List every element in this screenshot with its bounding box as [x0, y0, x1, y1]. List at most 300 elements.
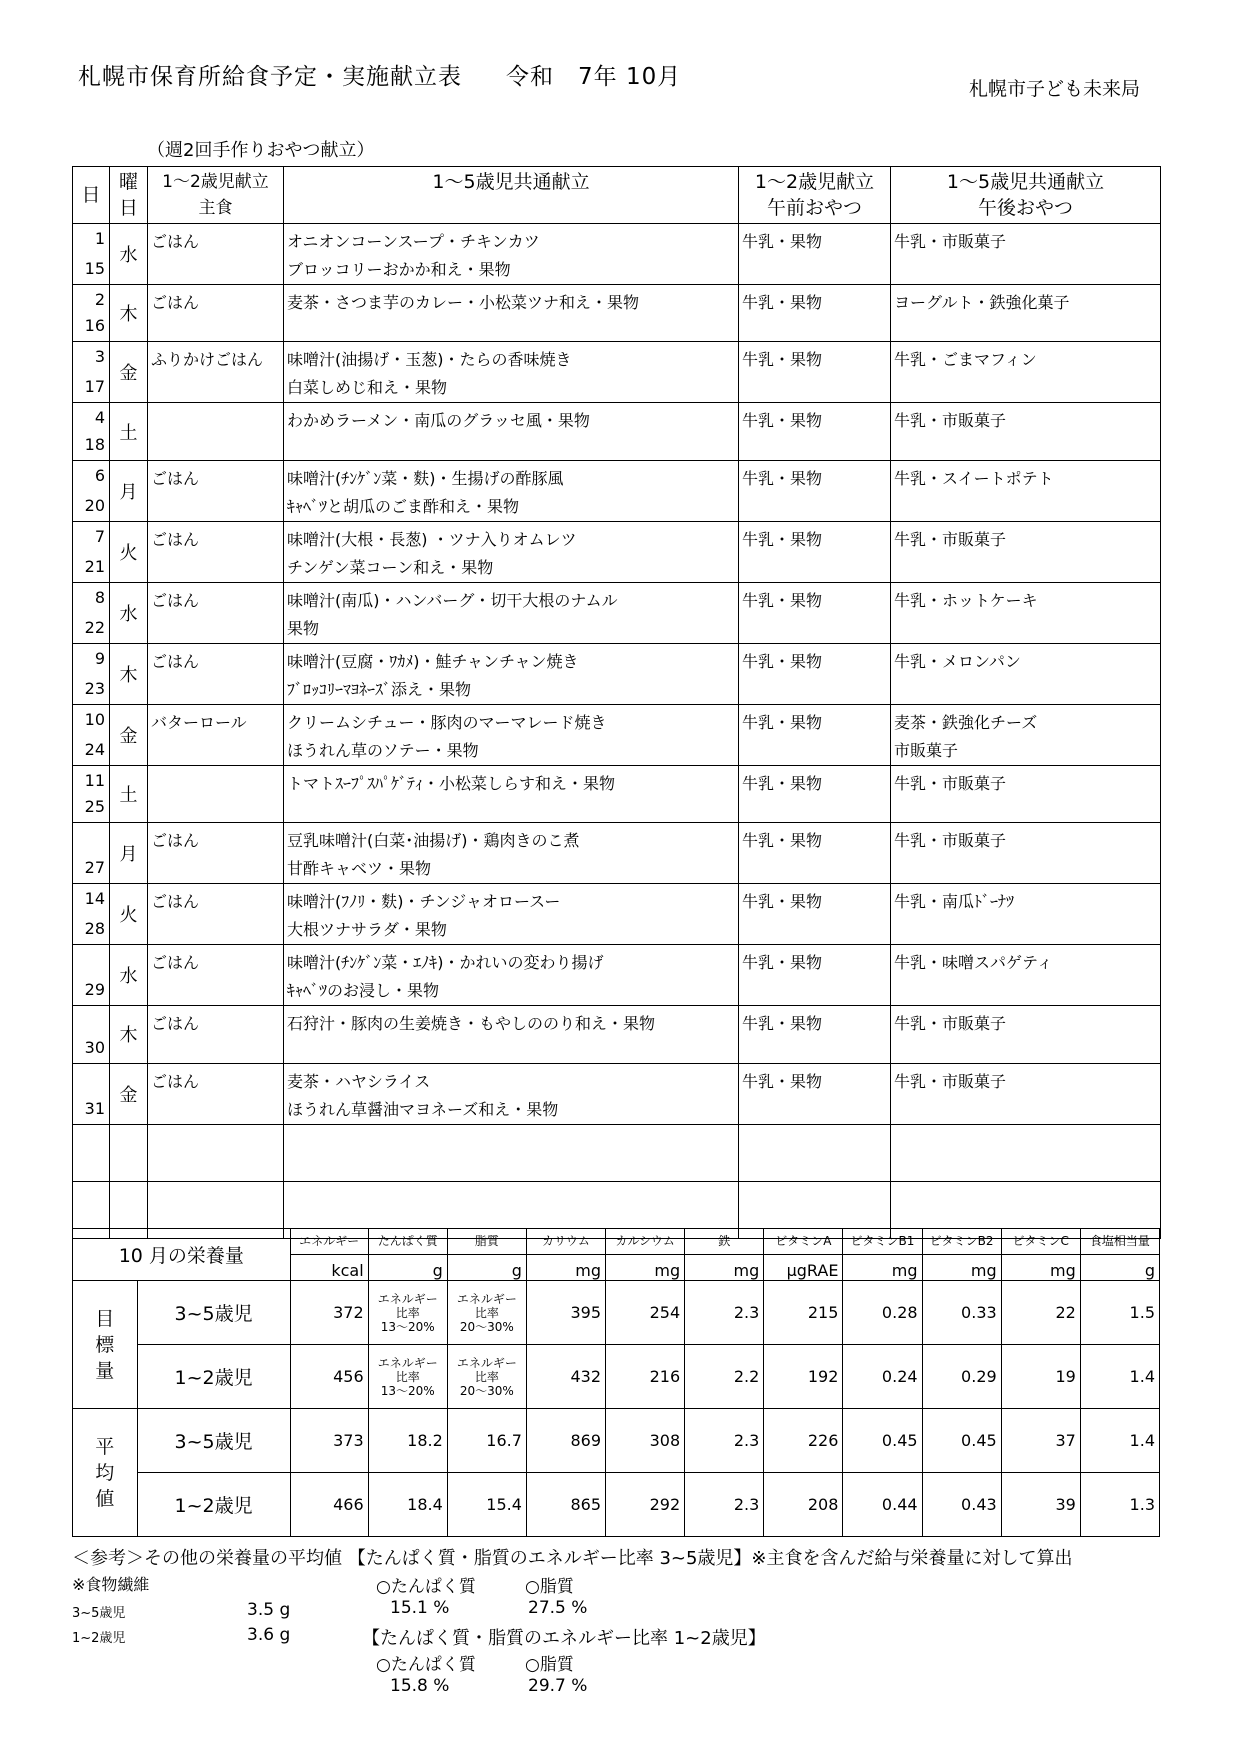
menu-weekday: 木: [110, 1006, 148, 1063]
group-char: 均: [95, 1461, 115, 1484]
menu-day-second: 29: [84, 980, 105, 1000]
nutrient-unit: mg: [922, 1255, 1001, 1281]
nutrition-table: [72, 1228, 1160, 1537]
nutrient-name: たんぱく質: [368, 1229, 447, 1255]
nutrient-unit: mg: [526, 1255, 605, 1281]
menu-pm-snack-line1: ヨーグルト・鉄強化菓子: [894, 293, 1070, 312]
salt-value: 1.4: [1080, 1345, 1159, 1409]
nutrient-name: ビタミンA: [764, 1229, 843, 1255]
menu-pm-snack: [891, 285, 1161, 342]
menu-common: [284, 285, 739, 342]
nutrient-unit: mg: [843, 1255, 922, 1281]
menu-pm-snack: [891, 765, 1161, 822]
menu-weekday: 水: [110, 945, 148, 1006]
age-group: 1~2歳児: [137, 1345, 290, 1409]
nutrient-unit: kcal: [290, 1255, 368, 1281]
salt-value: 1.3: [1080, 1473, 1159, 1537]
menu-day-second: 28: [84, 919, 105, 939]
menu-weekday: 金: [110, 704, 148, 765]
fat-label-3-5: ○脂質: [525, 1577, 574, 1597]
target-row: [73, 1345, 1160, 1409]
menu-day-second: 30: [84, 1037, 105, 1057]
ratio-line2: 比率: [474, 1305, 499, 1320]
menu-day-second: 23: [84, 678, 105, 698]
vitamin-a-value: 208: [764, 1473, 843, 1537]
menu-common-line1: 味噌汁(油揚げ・玉葱)・たらの香味焼き: [287, 350, 572, 370]
menu-common-line1: クリームシチュー・豚肉のマーマレード焼き: [287, 712, 607, 732]
menu-pm-snack-line1: 牛乳・市販菓子: [894, 831, 1007, 851]
reference-line: ＜参考＞その他の栄養量の平均値 【たんぱく質・脂質のエネルギー比率 3~5歳児】※主食を含んだ給与栄養量に対して算出: [72, 1548, 1073, 1569]
fiber-label-1-2: 1~2歳児: [72, 1631, 126, 1646]
fiber-label-3-5: 3~5歳児: [72, 1606, 126, 1621]
menu-day: [73, 342, 110, 403]
menu-row: [73, 521, 1161, 582]
menu-pm-snack: [891, 1006, 1161, 1063]
iron-value: 2.3: [685, 1473, 764, 1537]
iron-value: 2.2: [685, 1345, 764, 1409]
menu-pm-snack: [891, 1124, 1161, 1181]
menu-row: [73, 1006, 1161, 1063]
menu-common: [284, 823, 739, 884]
menu-common: [284, 521, 739, 582]
menu-weekday: 火: [110, 884, 148, 945]
ratio-line2: 比率: [395, 1305, 420, 1320]
menu-row: [73, 643, 1161, 704]
menu-row: [73, 285, 1161, 342]
menu-row: [73, 1124, 1161, 1181]
vitamin-b1-value: 0.24: [843, 1345, 922, 1409]
nutrition-title: 10 月の栄養量: [73, 1229, 291, 1281]
menu-pm-snack: [891, 342, 1161, 403]
menu-common-line1: 麦茶・さつま芋のカレー・小松菜ツナ和え・果物: [287, 293, 640, 312]
menu-pm-snack-line1: 牛乳・南瓜ﾄﾞｰﾅﾂ: [894, 892, 1015, 912]
menu-am-snack: 牛乳・果物: [739, 823, 891, 884]
nutrient-name: ビタミンB1: [843, 1229, 922, 1255]
vitamin-b2-value: 0.33: [922, 1281, 1001, 1345]
fat-value: 15.4: [447, 1473, 526, 1537]
group-char: 標: [95, 1333, 115, 1356]
menu-common-line1: 味噌汁(南瓜)・ハンバーグ・切干大根のナムル: [287, 590, 618, 610]
menu-common-line1: わかめラーメン・南瓜のグラッセ風・果物: [287, 411, 590, 431]
menu-day-second: 27: [84, 858, 105, 878]
nutrient-unit: g: [447, 1255, 526, 1281]
ratio-range: 13～20%: [380, 1383, 435, 1398]
ratio-range: 20～30%: [459, 1383, 514, 1398]
potassium-value: 432: [526, 1345, 605, 1409]
menu-staple: ごはん: [148, 1006, 284, 1063]
menu-pm-snack-line1: 牛乳・味噌スパゲティ: [894, 953, 1053, 973]
menu-am-snack: 牛乳・果物: [739, 945, 891, 1006]
menu-row: [73, 884, 1161, 945]
menu-common-line2: 甘酢キャベツ・果物: [287, 859, 432, 879]
menu-pm-snack: [891, 403, 1161, 460]
menu-pm-snack: [891, 643, 1161, 704]
fat-ratio-1-2: 29.7 %: [528, 1676, 588, 1696]
menu-am-snack: 牛乳・果物: [739, 460, 891, 521]
fat-value: 16.7: [447, 1409, 526, 1473]
menu-weekday: 金: [110, 342, 148, 403]
menu-common: [284, 945, 739, 1006]
menu-pm-snack-line1: 牛乳・市販菓子: [894, 411, 1007, 431]
menu-am-snack: 牛乳・果物: [739, 285, 891, 342]
menu-weekday: 金: [110, 1063, 148, 1124]
menu-common-line1: トマトｽｰﾌﾟｽﾊﾟｹﾞﾃｨ・小松菜しらす和え・果物: [287, 773, 616, 793]
menu-staple: [148, 403, 284, 460]
calcium-value: 308: [606, 1409, 685, 1473]
menu-day-first: 4: [94, 408, 105, 428]
nutrient-unit: mg: [1001, 1255, 1080, 1281]
menu-weekday: [110, 1124, 148, 1181]
menu-weekday: 木: [110, 643, 148, 704]
protein-ratio-1-2: 15.8 %: [390, 1676, 450, 1696]
iron-value: 2.3: [685, 1409, 764, 1473]
menu-common-line2: ｷｬﾍﾞﾂと胡瓜のごま酢和え・果物: [287, 496, 520, 516]
menu-common: [284, 643, 739, 704]
menu-am-snack: [739, 1124, 891, 1181]
ratio-range: 13～20%: [380, 1319, 435, 1334]
menu-header-row: [73, 167, 1161, 224]
ratio-cell: [368, 1345, 447, 1409]
menu-pm-snack-line1: 牛乳・市販菓子: [894, 1071, 1007, 1091]
nutrient-name: 食塩相当量: [1080, 1229, 1159, 1255]
menu-common-line1: オニオンコーンスープ・チキンカツ: [287, 232, 540, 251]
menu-pm-snack: [891, 704, 1161, 765]
menu-staple: ごはん: [148, 224, 284, 285]
menu-row: [73, 704, 1161, 765]
menu-common-line2: ほうれん草のソテー・果物: [287, 740, 479, 760]
menu-common: [284, 1006, 739, 1063]
menu-pm-snack-line1: 牛乳・市販菓子: [894, 1014, 1007, 1034]
nutrient-name: 鉄: [685, 1229, 764, 1255]
calcium-value: 292: [606, 1473, 685, 1537]
menu-weekday: 月: [110, 823, 148, 884]
protein-value: 18.2: [368, 1409, 447, 1473]
vitamin-b1-value: 0.28: [843, 1281, 922, 1345]
protein-value: 18.4: [368, 1473, 447, 1537]
menu-day: [73, 403, 110, 460]
menu-day-second: 31: [84, 1098, 105, 1118]
calcium-value: 254: [606, 1281, 685, 1345]
protein-label-3-5: ○たんぱく質: [376, 1577, 476, 1597]
snack-note: （週2回手作りおやつ献立）: [147, 140, 375, 161]
title-era: 令和 7年 10月: [506, 64, 682, 90]
salt-value: 1.4: [1080, 1409, 1159, 1473]
vitamin-a-value: 215: [764, 1281, 843, 1345]
menu-am-snack: 牛乳・果物: [739, 521, 891, 582]
vitamin-b2-value: 0.43: [922, 1473, 1001, 1537]
target-group-label: [73, 1281, 138, 1409]
group-char: 平: [95, 1435, 115, 1458]
menu-day-first: 6: [94, 465, 105, 485]
nutrient-unit: μgRAE: [764, 1255, 843, 1281]
menu-day-second: 24: [84, 739, 105, 759]
nutrient-name: 脂質: [447, 1229, 526, 1255]
menu-day: [73, 1063, 110, 1124]
menu-staple: ごはん: [148, 823, 284, 884]
title-text: 札幌市保育所給食予定・実施献立表: [78, 64, 462, 90]
menu-pm-snack-line1: 牛乳・ホットケーキ: [894, 590, 1038, 610]
protein-ratio-3-5: 15.1 %: [390, 1598, 450, 1618]
potassium-value: 865: [526, 1473, 605, 1537]
menu-day-first: 8: [94, 587, 105, 607]
nutrient-unit: mg: [606, 1255, 685, 1281]
ratio-line1: エネルギー: [377, 1291, 438, 1306]
menu-am-snack: 牛乳・果物: [739, 884, 891, 945]
menu-common: [284, 582, 739, 643]
age-group: 3~5歳児: [137, 1281, 290, 1345]
ratio-line1: エネルギー: [456, 1291, 517, 1306]
menu-weekday: 土: [110, 403, 148, 460]
vitamin-b2-value: 0.29: [922, 1345, 1001, 1409]
menu-day-first: 11: [84, 770, 105, 790]
menu-pm-snack-line1: 牛乳・メロンパン: [894, 651, 1021, 671]
menu-common-line2: ほうれん草醤油マヨネーズ和え・果物: [287, 1099, 559, 1119]
menu-common-line1: 味噌汁(ﾁﾝｹﾞﾝ菜・麩)・生揚げの酢豚風: [287, 468, 564, 488]
menu-day: [73, 224, 110, 285]
menu-common-line2: 果物: [287, 618, 320, 638]
ratio-cell: [368, 1281, 447, 1345]
menu-am-snack: 牛乳・果物: [739, 403, 891, 460]
nutrient-unit: mg: [685, 1255, 764, 1281]
menu-common-line2: ｷｬﾍﾞﾂのお浸し・果物: [287, 981, 440, 1001]
menu-common-line2: 白菜しめじ和え・果物: [287, 378, 448, 398]
header-day: 日: [73, 167, 110, 224]
potassium-value: 869: [526, 1409, 605, 1473]
menu-pm-snack-line2: 市販菓子: [894, 740, 959, 760]
ratio-line2: 比率: [395, 1369, 420, 1384]
menu-row: [73, 224, 1161, 285]
fat-ratio-3-5: 27.5 %: [528, 1598, 588, 1618]
menu-am-snack: 牛乳・果物: [739, 224, 891, 285]
vitamin-c-value: 19: [1001, 1345, 1080, 1409]
salt-value: 1.5: [1080, 1281, 1159, 1345]
menu-common: [284, 1124, 739, 1181]
menu-day-first: 10: [84, 709, 105, 729]
ratio-line2: 比率: [474, 1369, 499, 1384]
vitamin-c-value: 39: [1001, 1473, 1080, 1537]
menu-pm-snack-line1: 麦茶・鉄強化チーズ: [894, 712, 1038, 732]
menu-row: [73, 1063, 1161, 1124]
menu-pm-snack: [891, 224, 1161, 285]
menu-staple: [148, 765, 284, 822]
vitamin-b1-value: 0.44: [843, 1473, 922, 1537]
menu-am-snack: 牛乳・果物: [739, 704, 891, 765]
group-char: 目: [95, 1307, 115, 1330]
vitamin-c-value: 37: [1001, 1409, 1080, 1473]
menu-pm-snack: [891, 460, 1161, 521]
average-row: [73, 1473, 1160, 1537]
menu-common: [284, 704, 739, 765]
menu-pm-snack-line1: 牛乳・スイートポテト: [894, 468, 1054, 488]
menu-row: [73, 582, 1161, 643]
vitamin-a-value: 192: [764, 1345, 843, 1409]
menu-common-line1: 味噌汁(豆腐・ﾜｶﾒ)・鮭チャンチャン焼き: [287, 651, 579, 671]
menu-staple: ふりかけごはん: [148, 342, 284, 403]
menu-day: [73, 285, 110, 342]
menu-pm-snack: [891, 582, 1161, 643]
menu-day: [73, 521, 110, 582]
nutrient-name: エネルギー: [290, 1229, 368, 1255]
menu-common-line2: ブロッコリーおかか和え・果物: [287, 260, 511, 279]
menu-row: [73, 403, 1161, 460]
menu-staple: ごはん: [148, 460, 284, 521]
ratio-cell: [447, 1281, 526, 1345]
menu-common-line2: 大根ツナサラダ・果物: [287, 920, 447, 940]
menu-staple: バターロール: [148, 704, 284, 765]
menu-day: [73, 945, 110, 1006]
menu-am-snack: 牛乳・果物: [739, 1006, 891, 1063]
ratio-range: 20～30%: [459, 1319, 514, 1334]
target-row: [73, 1281, 1160, 1345]
menu-common: [284, 342, 739, 403]
fiber-title: ※食物繊維: [72, 1575, 150, 1594]
menu-pm-snack: [891, 1063, 1161, 1124]
menu-day-second: 16: [84, 316, 105, 336]
menu-pm-snack: [891, 521, 1161, 582]
menu-day: [73, 765, 110, 822]
menu-staple: ごはん: [148, 582, 284, 643]
menu-weekday: 水: [110, 582, 148, 643]
calcium-value: 216: [606, 1345, 685, 1409]
nutrition-name-row: [73, 1229, 1160, 1255]
menu-pm-snack: [891, 823, 1161, 884]
fat-label-1-2: ○脂質: [525, 1655, 574, 1675]
menu-pm-snack: [891, 945, 1161, 1006]
menu-row: [73, 765, 1161, 822]
menu-pm-snack-line1: 牛乳・市販菓子: [894, 232, 1007, 251]
energy-value: 466: [290, 1473, 368, 1537]
age-group: 3~5歳児: [137, 1409, 290, 1473]
menu-am-snack: 牛乳・果物: [739, 342, 891, 403]
menu-weekday: 土: [110, 765, 148, 822]
fiber-value-3-5: 3.5 g: [247, 1600, 291, 1620]
menu-day: [73, 643, 110, 704]
menu-staple: ごはん: [148, 1063, 284, 1124]
header-staple: 1～2歳児献立 主食: [148, 167, 284, 224]
ratio-line1: エネルギー: [456, 1355, 517, 1370]
menu-am-snack: 牛乳・果物: [739, 765, 891, 822]
menu-am-snack: 牛乳・果物: [739, 643, 891, 704]
menu-common: [284, 224, 739, 285]
group-char: 量: [95, 1359, 115, 1382]
fiber-value-1-2: 3.6 g: [247, 1625, 291, 1645]
menu-am-snack: 牛乳・果物: [739, 582, 891, 643]
menu-table: [72, 166, 1161, 1239]
menu-staple: ごはん: [148, 884, 284, 945]
menu-day: [73, 823, 110, 884]
potassium-value: 395: [526, 1281, 605, 1345]
nutrient-name: カルシウム: [606, 1229, 685, 1255]
menu-common-line2: ﾌﾞﾛｯｺﾘｰﾏﾖﾈｰｽﾞ添え・果物: [287, 679, 472, 699]
menu-day-second: 15: [84, 259, 105, 278]
ratio-cell: [447, 1345, 526, 1409]
group-char: 値: [95, 1487, 115, 1510]
menu-day-first: 14: [84, 889, 105, 909]
menu-pm-snack-line1: 牛乳・市販菓子: [894, 773, 1007, 793]
menu-day-first: 1: [94, 229, 105, 248]
age-group: 1~2歳児: [137, 1473, 290, 1537]
menu-common-line1: 麦茶・ハヤシライス: [287, 1071, 431, 1091]
menu-day-second: 18: [84, 434, 105, 454]
menu-am-snack: 牛乳・果物: [739, 1063, 891, 1124]
menu-staple: ごはん: [148, 945, 284, 1006]
menu-common-line1: 味噌汁(ﾌﾉﾘ・麩)・チンジャオロースー: [287, 892, 561, 912]
menu-day-second: 21: [84, 556, 105, 576]
protein-label-1-2: ○たんぱく質: [376, 1655, 476, 1675]
menu-common-line1: 石狩汁・豚肉の生姜焼き・もやしののり和え・果物: [287, 1014, 656, 1034]
ratio-title-1-2: 【たんぱく質・脂質のエネルギー比率 1~2歳児】: [362, 1628, 766, 1649]
menu-day-second: 22: [84, 617, 105, 637]
menu-day-first: 3: [94, 347, 105, 367]
menu-weekday: 月: [110, 460, 148, 521]
agency-name: 札幌市子ども未来局: [969, 78, 1141, 100]
nutrient-unit: g: [368, 1255, 447, 1281]
menu-common: [284, 884, 739, 945]
menu-day-second: 17: [84, 377, 105, 397]
menu-weekday: 火: [110, 521, 148, 582]
menu-common: [284, 403, 739, 460]
header-weekday: 曜 日: [110, 167, 148, 224]
menu-common: [284, 460, 739, 521]
menu-row: [73, 460, 1161, 521]
menu-staple: ごはん: [148, 643, 284, 704]
menu-staple: ごはん: [148, 521, 284, 582]
menu-day-first: 9: [94, 648, 105, 668]
energy-value: 372: [290, 1281, 368, 1345]
menu-day: [73, 582, 110, 643]
menu-common-line1: 豆乳味噌汁(白菜･油揚げ)・鶏肉きのこ煮: [287, 831, 580, 851]
vitamin-b1-value: 0.45: [843, 1409, 922, 1473]
menu-day-second: 20: [84, 495, 105, 515]
header-common-menu: 1～5歳児共通献立: [284, 167, 739, 224]
menu-row: [73, 945, 1161, 1006]
menu-weekday: 水: [110, 224, 148, 285]
vitamin-a-value: 226: [764, 1409, 843, 1473]
menu-day-first: 7: [94, 526, 105, 546]
header-am-snack: 1～2歳児献立 午前おやつ: [739, 167, 891, 224]
menu-day: [73, 1006, 110, 1063]
menu-common-line2: チンゲン菜コーン和え・果物: [287, 557, 494, 577]
page-title: [78, 58, 681, 91]
nutrient-name: カリウム: [526, 1229, 605, 1255]
menu-row: [73, 342, 1161, 403]
menu-day-second: 25: [84, 797, 105, 817]
menu-staple: ごはん: [148, 285, 284, 342]
menu-common: [284, 1063, 739, 1124]
menu-day: [73, 704, 110, 765]
menu-row: [73, 823, 1161, 884]
nutrient-name: ビタミンB2: [922, 1229, 1001, 1255]
menu-staple: [148, 1124, 284, 1181]
average-row: [73, 1409, 1160, 1473]
menu-day: [73, 460, 110, 521]
vitamin-c-value: 22: [1001, 1281, 1080, 1345]
iron-value: 2.3: [685, 1281, 764, 1345]
menu-pm-snack-line1: 牛乳・ごまマフィン: [894, 350, 1037, 370]
menu-day: [73, 1124, 110, 1181]
menu-weekday: 木: [110, 285, 148, 342]
energy-value: 456: [290, 1345, 368, 1409]
menu-common-line1: 味噌汁(大根・長葱) ・ツナ入りオムレツ: [287, 529, 577, 549]
menu-pm-snack-line1: 牛乳・市販菓子: [894, 529, 1007, 549]
energy-value: 373: [290, 1409, 368, 1473]
nutrient-name: ビタミンC: [1001, 1229, 1080, 1255]
vitamin-b2-value: 0.45: [922, 1409, 1001, 1473]
menu-day: [73, 884, 110, 945]
average-group-label: [73, 1409, 138, 1537]
menu-day-first: 2: [94, 290, 105, 309]
nutrient-unit: g: [1080, 1255, 1159, 1281]
